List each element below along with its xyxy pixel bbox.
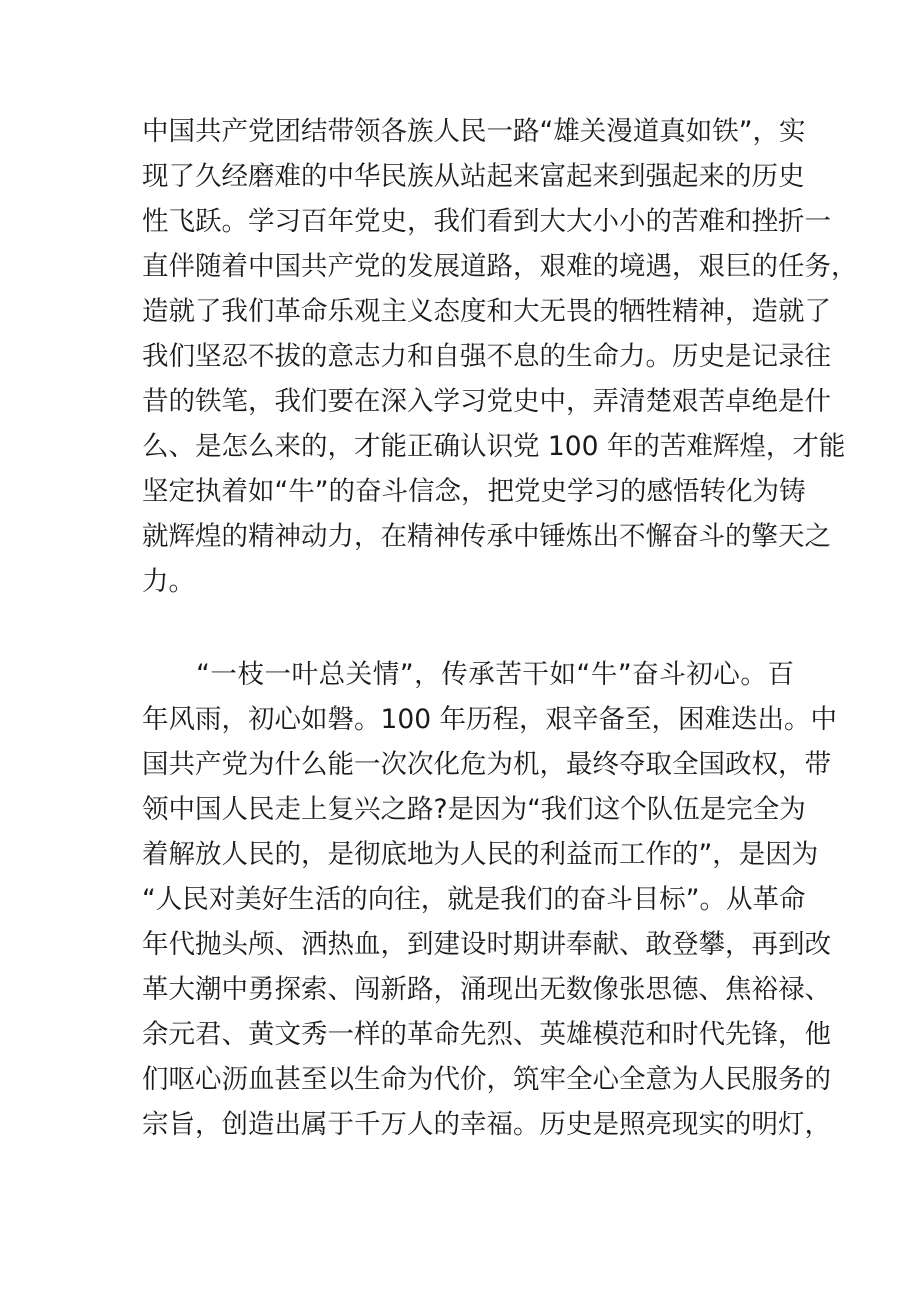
paragraph-line: 性飞跃。学习百年党史，我们看到大大小小的苦难和挫折一 [142, 206, 831, 237]
paragraph-line: 么、是怎么来的，才能正确认识党 100 年的苦难辉煌，才能 [142, 431, 846, 462]
paragraph-line: 造就了我们革命乐观主义态度和大无畏的牺牲精神，造就了 [142, 296, 831, 327]
paragraph-line: “人民对美好生活的向往，就是我们的奋斗目标”。从革命 [142, 884, 806, 915]
paragraph-line: 中国共产党团结带领各族人民一路“雄关漫道真如铁”，实 [142, 116, 806, 147]
paragraph-line: 着解放人民的，是彻底地为人民的利益而工作的”，是因为 [142, 839, 819, 870]
paragraph-line: 革大潮中勇探索、闯新路，涌现出无数像张思德、焦裕禄、 [142, 974, 831, 1005]
paragraph-line: “一枝一叶总关情”，传承苦干如“牛”奋斗初心。百 [142, 659, 794, 690]
paragraph-line: 余元君、黄文秀一样的革命先烈、英雄模范和时代先锋，他 [142, 1019, 831, 1050]
paragraph-1 [142, 109, 858, 604]
paragraph-line: 领中国人民走上复兴之路?是因为“我们这个队伍是完全为 [142, 794, 806, 825]
paragraph-line: 们呕心沥血甚至以生命为代价，筑牢全心全意为人民服务的 [142, 1064, 831, 1095]
paragraph-line: 宗旨，创造出属于千万人的幸福。历史是照亮现实的明灯， [142, 1109, 831, 1140]
paragraph-line: 我们坚忍不拔的意志力和自强不息的生命力。历史是记录往 [142, 341, 831, 372]
paragraph-line: 就辉煌的精神动力，在精神传承中锤炼出不懈奋斗的擎天之 [142, 521, 831, 552]
paragraph-line: 力。 [142, 566, 195, 597]
paragraph-line: 直伴随着中国共产党的发展道路，艰难的境遇，艰巨的任务， [142, 251, 858, 282]
paragraph-2 [142, 652, 838, 1147]
paragraph-line: 坚定执着如“牛”的奋斗信念，把党史学习的感悟转化为铸 [142, 476, 806, 507]
paragraph-line: 年代抛头颅、洒热血，到建设时期讲奉献、敢登攀，再到改 [142, 929, 831, 960]
paragraph-line: 国共产党为什么能一次次化危为机，最终夺取全国政权，带 [142, 749, 831, 780]
paragraph-line: 年风雨，初心如磐。100 年历程，艰辛备至，困难迭出。中 [142, 704, 838, 735]
paragraph-line: 昔的铁笔，我们要在深入学习党史中，弄清楚艰苦卓绝是什 [142, 386, 831, 417]
paragraph-line: 现了久经磨难的中华民族从站起来富起来到强起来的历史 [142, 161, 805, 192]
